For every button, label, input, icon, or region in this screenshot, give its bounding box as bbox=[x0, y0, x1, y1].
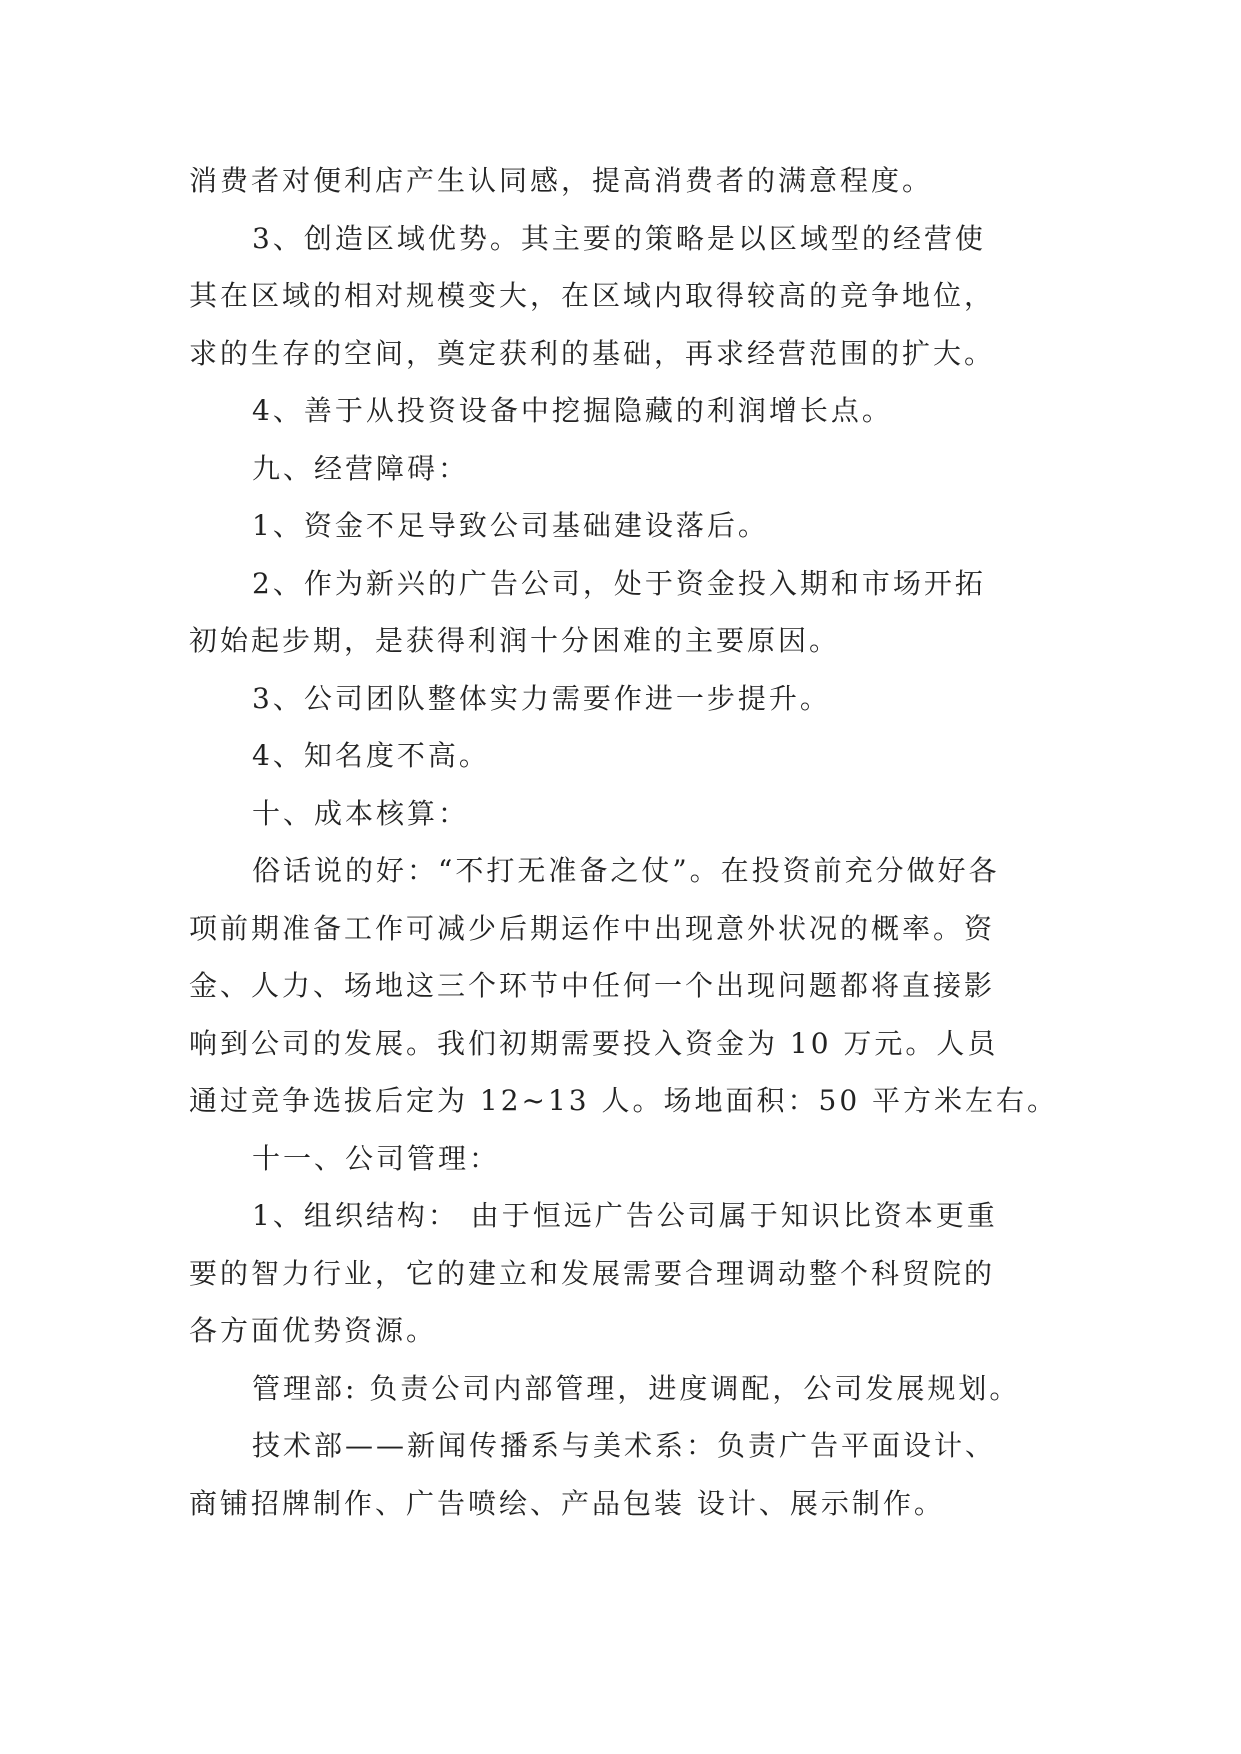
text-line: 通过竞争选拔后定为 12~13 人。场地面积：50 平方米左右。 bbox=[189, 1084, 1059, 1117]
text-line: 俗话说的好：“不打无准备之仗”。在投资前充分做好各 bbox=[252, 854, 1000, 887]
section-heading: 九、经营障碍： bbox=[252, 451, 470, 485]
text-line: 1、组织结构： 由于恒远广告公司属于知识比资本更重 bbox=[252, 1199, 998, 1232]
text-line: 技术部——新闻传播系与美术系：负责广告平面设计、 bbox=[252, 1429, 997, 1462]
document-body bbox=[189, 159, 1069, 1539]
text-line: 响到公司的发展。我们初期需要投入资金为 10 万元。人员 bbox=[189, 1026, 999, 1060]
text-line: 项前期准备工作可减少后期运作中出现意外状况的概率。资 bbox=[189, 911, 996, 945]
text-line: 商铺招牌制作、广告喷绘、产品包装 设计、展示制作。 bbox=[189, 1486, 945, 1520]
text-line: 2、作为新兴的广告公司，处于资金投入期和市场开拓 bbox=[252, 566, 986, 600]
text-line: 金、人力、场地这三个环节中任何一个出现问题都将直接影 bbox=[189, 969, 996, 1002]
text-line: 1、资金不足导致公司基础建设落后。 bbox=[252, 509, 769, 542]
text-line: 求的生存的空间，奠定获利的基础，再求经营范围的扩大。 bbox=[189, 336, 996, 370]
section-heading: 十、成本核算： bbox=[252, 796, 470, 830]
text-line: 要的智力行业，它的建立和发展需要合理调动整个科贸院的 bbox=[189, 1256, 996, 1290]
text-line: 3、公司团队整体实力需要作进一步提升。 bbox=[252, 681, 831, 715]
text-line: 各方面优势资源。 bbox=[189, 1314, 438, 1347]
text-line: 其在区域的相对规模变大，在区域内取得较高的竞争地位， bbox=[189, 279, 996, 312]
text-line: 初始起步期，是获得利润十分困难的主要原因。 bbox=[189, 624, 841, 657]
text-line: 管理部: 负责公司内部管理，进度调配，公司发展规划。 bbox=[252, 1371, 1021, 1405]
text-line: 消费者对便利店产生认同感，提高消费者的满意程度。 bbox=[189, 164, 934, 197]
text-line: 4、善于从投资设备中挖掘隐藏的利润增长点。 bbox=[252, 394, 893, 427]
section-heading: 十一、公司管理： bbox=[252, 1141, 501, 1175]
text-line: 4、知名度不高。 bbox=[252, 739, 490, 772]
text-line: 3、创造区域优势。其主要的策略是以区域型的经营使 bbox=[252, 221, 986, 255]
